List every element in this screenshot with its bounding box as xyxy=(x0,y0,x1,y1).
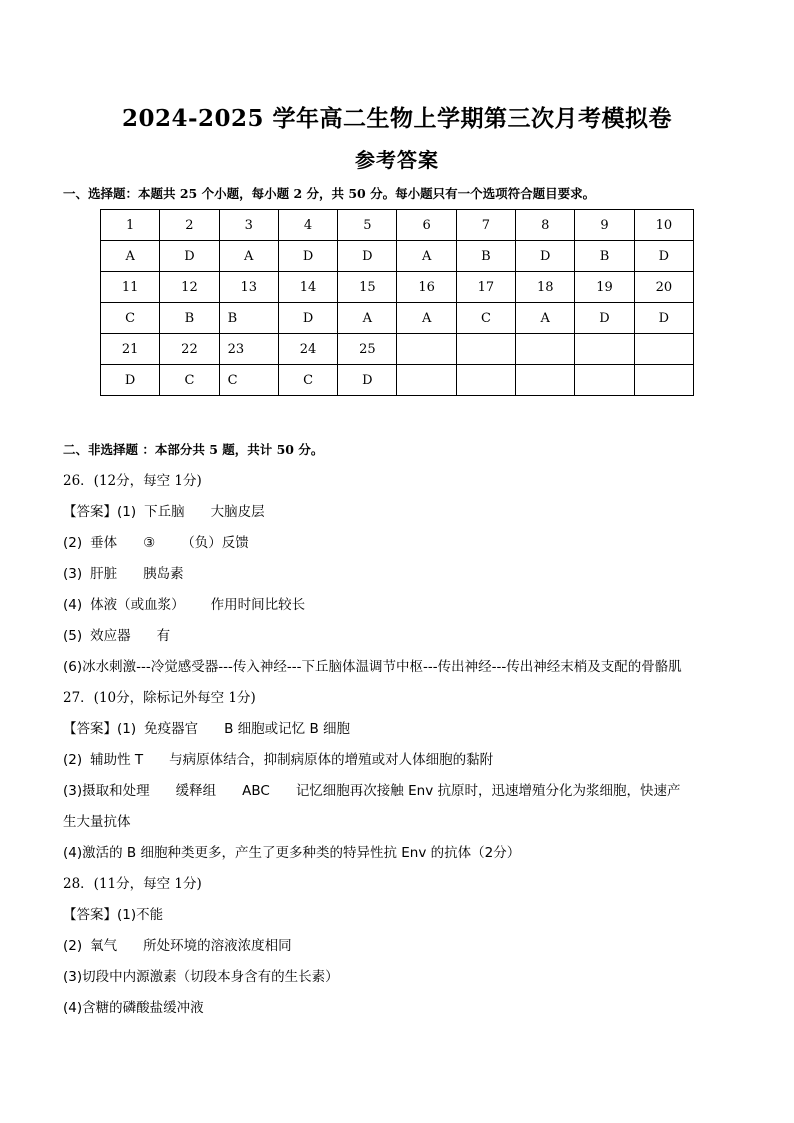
answer-cell: D xyxy=(278,303,337,334)
answer-cell: B xyxy=(219,303,278,334)
answer-cell: A xyxy=(397,303,456,334)
table-row xyxy=(101,303,694,334)
section-1-heading: 一、选择题：本题共 25 个小题，每小题 2 分，共 50 分。每小题只有一个选项符合题目要求。 xyxy=(63,186,596,201)
answer-cell: D xyxy=(338,241,397,272)
question-number-cell: 20 xyxy=(634,272,693,303)
answer-cell: A xyxy=(219,241,278,272)
question-28-header: 28．(11分，每空 1分) xyxy=(63,876,202,892)
answer-line: (6)冰水刺激---冷觉感受器---传入神经---下丘脑体温调节中枢---传出神经---传出神经末梢及支配的骨骼肌 xyxy=(63,659,682,675)
empty-cell xyxy=(575,365,634,396)
answer-line: (3)切段中内源激素（切段本身含有的生长素） xyxy=(63,969,339,985)
question-number-cell: 23 xyxy=(219,334,278,365)
question-number-cell: 10 xyxy=(634,210,693,241)
page-subtitle: 参考答案 xyxy=(355,148,439,172)
answer-cell: A xyxy=(101,241,160,272)
empty-cell xyxy=(456,365,515,396)
question-number-cell: 21 xyxy=(101,334,160,365)
answer-line: (3) 肝脏 胰岛素 xyxy=(63,566,184,582)
answer-cell: B xyxy=(160,303,219,334)
question-number-cell: 2 xyxy=(160,210,219,241)
answer-cell: B xyxy=(456,241,515,272)
answer-tag: 【答案】 xyxy=(63,721,117,737)
question-number-cell: 9 xyxy=(575,210,634,241)
question-27-header: 27．(10分，除标记外每空 1分) xyxy=(63,690,256,706)
answer-line: (3)摄取和处理 缓释组 ABC 记忆细胞再次接触 Env 抗原时，迅速增殖分化为浆细胞，快速产 xyxy=(63,783,681,799)
question-number-cell: 1 xyxy=(101,210,160,241)
answer-tag: 【答案】 xyxy=(63,907,117,923)
answer-line: 【答案】(1)不能 xyxy=(63,907,164,923)
answer-cell: C xyxy=(219,365,278,396)
question-number-cell: 3 xyxy=(219,210,278,241)
answer-line: (2) 辅助性 T 与病原体结合，抑制病原体的增殖或对人体细胞的黏附 xyxy=(63,752,494,768)
answer-cell: D xyxy=(634,241,693,272)
answer-cell: D xyxy=(634,303,693,334)
table-row xyxy=(101,334,694,365)
question-number-cell: 17 xyxy=(456,272,515,303)
empty-cell xyxy=(397,334,456,365)
question-26-header: 26．(12分，每空 1分) xyxy=(63,473,202,489)
question-number-cell: 8 xyxy=(516,210,575,241)
question-number-cell: 19 xyxy=(575,272,634,303)
table-row xyxy=(101,272,694,303)
empty-cell xyxy=(397,365,456,396)
answer-cell: B xyxy=(575,241,634,272)
question-number-cell: 18 xyxy=(516,272,575,303)
question-number-cell: 13 xyxy=(219,272,278,303)
question-number-cell: 22 xyxy=(160,334,219,365)
answer-line: (5) 效应器 有 xyxy=(63,628,171,644)
answer-cell: D xyxy=(278,241,337,272)
answer-line: (2) 垂体 ③ （负）反馈 xyxy=(63,535,249,551)
answer-line: 生大量抗体 xyxy=(63,814,131,830)
answer-cell: A xyxy=(516,303,575,334)
empty-cell xyxy=(516,334,575,365)
answer-cell: D xyxy=(160,241,219,272)
question-number-cell: 11 xyxy=(101,272,160,303)
answer-cell: A xyxy=(397,241,456,272)
question-number-cell: 7 xyxy=(456,210,515,241)
answer-line: (2) 氧气 所处环境的溶液浓度相同 xyxy=(63,938,292,954)
question-number-cell: 24 xyxy=(278,334,337,365)
answer-line: (4)含糖的磷酸盐缓冲液 xyxy=(63,1000,204,1016)
empty-cell xyxy=(575,334,634,365)
empty-cell xyxy=(456,334,515,365)
answer-cell: C xyxy=(160,365,219,396)
question-number-cell: 6 xyxy=(397,210,456,241)
empty-cell xyxy=(634,334,693,365)
empty-cell xyxy=(634,365,693,396)
question-number-cell: 12 xyxy=(160,272,219,303)
question-number-cell: 25 xyxy=(338,334,397,365)
answer-cell: D xyxy=(101,365,160,396)
answer-cell: D xyxy=(338,365,397,396)
answer-cell: C xyxy=(278,365,337,396)
page-title: 2024-2025 学年高二生物上学期第三次月考模拟卷 xyxy=(121,105,673,132)
answer-line: (4) 体液（或血浆） 作用时间比较长 xyxy=(63,597,306,613)
question-number-cell: 16 xyxy=(397,272,456,303)
answer-cell: C xyxy=(101,303,160,334)
question-number-cell: 5 xyxy=(338,210,397,241)
table-row xyxy=(101,241,694,272)
question-number-cell: 14 xyxy=(278,272,337,303)
answer-cell: C xyxy=(456,303,515,334)
question-number-cell: 15 xyxy=(338,272,397,303)
answer-line: 【答案】(1) 下丘脑 大脑皮层 xyxy=(63,504,265,520)
table-row xyxy=(101,210,694,241)
answer-body xyxy=(63,466,733,1024)
answer-line: 【答案】(1) 免疫器官 B 细胞或记忆 B 细胞 xyxy=(63,721,351,737)
empty-cell xyxy=(516,365,575,396)
answer-cell: A xyxy=(338,303,397,334)
answer-cell: D xyxy=(575,303,634,334)
answer-line: (4)激活的 B 细胞种类更多，产生了更多种类的特异性抗 Env 的抗体（2分） xyxy=(63,845,521,861)
question-number-cell: 4 xyxy=(278,210,337,241)
section-2-heading: 二、非选择题 ：本部分共 5 题，共计 50 分。 xyxy=(63,442,324,457)
table-row xyxy=(101,365,694,396)
answer-tag: 【答案】 xyxy=(63,504,117,520)
answer-cell: D xyxy=(516,241,575,272)
answer-table xyxy=(100,209,694,396)
